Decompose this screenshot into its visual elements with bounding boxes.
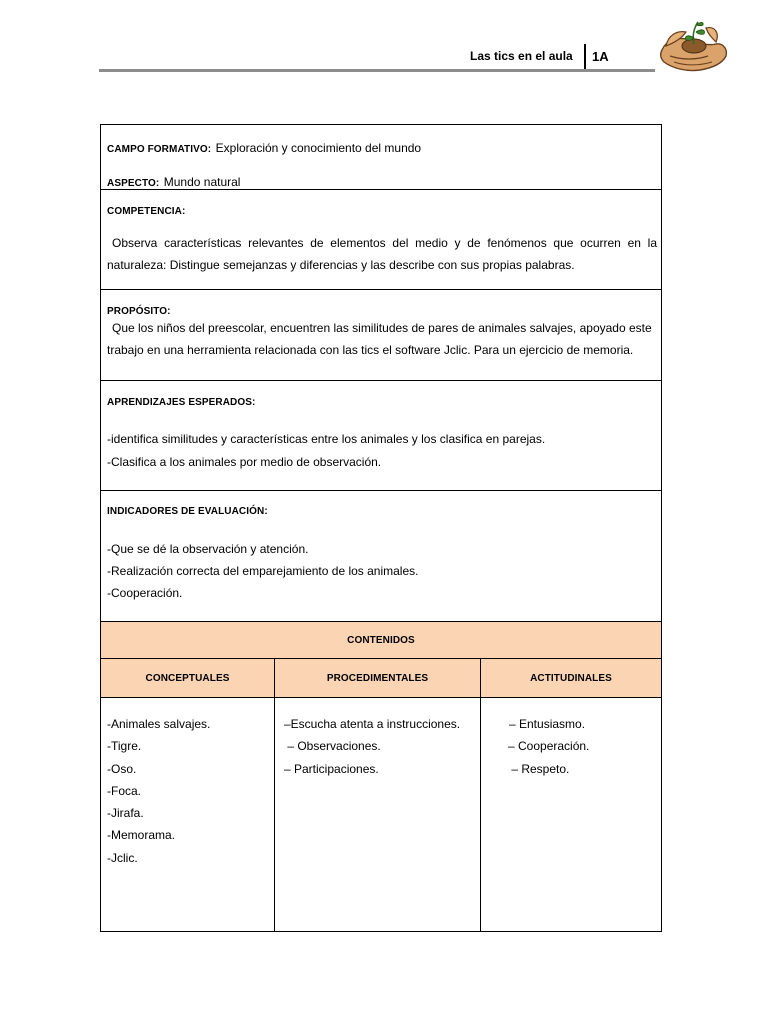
list-item: – Respeto. — [508, 761, 570, 776]
list-item: -Oso. — [107, 761, 137, 776]
column-header-procedimentales — [274, 658, 481, 698]
header-divider — [584, 44, 586, 70]
competencia-text: Observa características relevantes de elementos del medio y de fenómenos que ocurren en la naturaleza: Distingue semejanzas y diferencias y las describe con sus propias palabras. — [107, 236, 657, 272]
aprendizajes-label: APRENDIZAJES ESPERADOS: — [107, 397, 256, 408]
column-actitudinales — [480, 697, 662, 932]
list-item: -Jirafa. — [107, 806, 144, 821]
proposito-label: PROPÓSITO: — [107, 306, 171, 317]
column-header-actitudinales — [480, 658, 662, 698]
column-procedimentales — [274, 697, 481, 932]
list-item: – Participaciones. — [284, 761, 379, 776]
aprendizajes-section — [100, 380, 662, 491]
competencia-section — [100, 189, 662, 290]
aprendizajes-item: -Clasifica a los animales por medio de observación. — [107, 455, 382, 469]
list-item: – Entusiasmo. — [509, 717, 586, 731]
contenidos-label: CONTENIDOS — [347, 634, 415, 646]
indicadores-label: INDICADORES DE EVALUACIÓN: — [107, 506, 268, 517]
aprendizajes-item: -identifica similitudes y características entre los animales y los clasifica en parejas. — [107, 432, 546, 446]
header-code: 1A — [592, 49, 609, 64]
list-item: -Foca. — [107, 783, 142, 798]
indicadores-item: -Cooperación. — [107, 586, 183, 600]
campo-formativo-section — [100, 124, 662, 190]
list-item: -Memorama. — [107, 828, 176, 843]
hands-holding-plant-icon — [656, 16, 732, 80]
header-rule — [99, 69, 655, 72]
aspecto-value: Mundo natural — [163, 175, 241, 189]
contenidos-header — [100, 621, 662, 659]
proposito-section — [100, 289, 662, 381]
aspecto-label: ASPECTO: — [107, 178, 160, 189]
indicadores-item: -Que se dé la observación y atención. — [107, 542, 309, 556]
proposito-text: Que los niños del preescolar, encuentren las similitudes de pares de animales salvajes, apoyado este trabajo en una herramienta relacionada con las tics el software Jclic. Para un ejercicio de memoria. — [107, 321, 652, 357]
column-header-label: CONCEPTUALES — [145, 672, 230, 684]
header-title: Las tics en el aula — [470, 49, 573, 63]
campo-formativo-value: Exploración y conocimiento del mundo — [215, 141, 422, 155]
list-item: -Animales salvajes. — [107, 717, 211, 731]
column-conceptuales — [100, 697, 275, 932]
list-item: – Observaciones. — [284, 739, 381, 754]
list-item: -Tigre. — [107, 739, 142, 754]
column-header-conceptuales — [100, 658, 275, 698]
column-header-label: ACTITUDINALES — [530, 672, 612, 684]
campo-formativo-label: CAMPO FORMATIVO: — [107, 144, 212, 155]
competencia-label: COMPETENCIA: — [107, 206, 186, 217]
list-item: – Cooperación. — [508, 739, 590, 754]
indicadores-section — [100, 490, 662, 622]
indicadores-item: -Realización correcta del emparejamiento de los animales. — [107, 564, 419, 578]
column-header-label: PROCEDIMENTALES — [326, 672, 429, 684]
list-item: -Jclic. — [107, 850, 138, 865]
list-item: –Escucha atenta a instrucciones. — [284, 717, 461, 731]
